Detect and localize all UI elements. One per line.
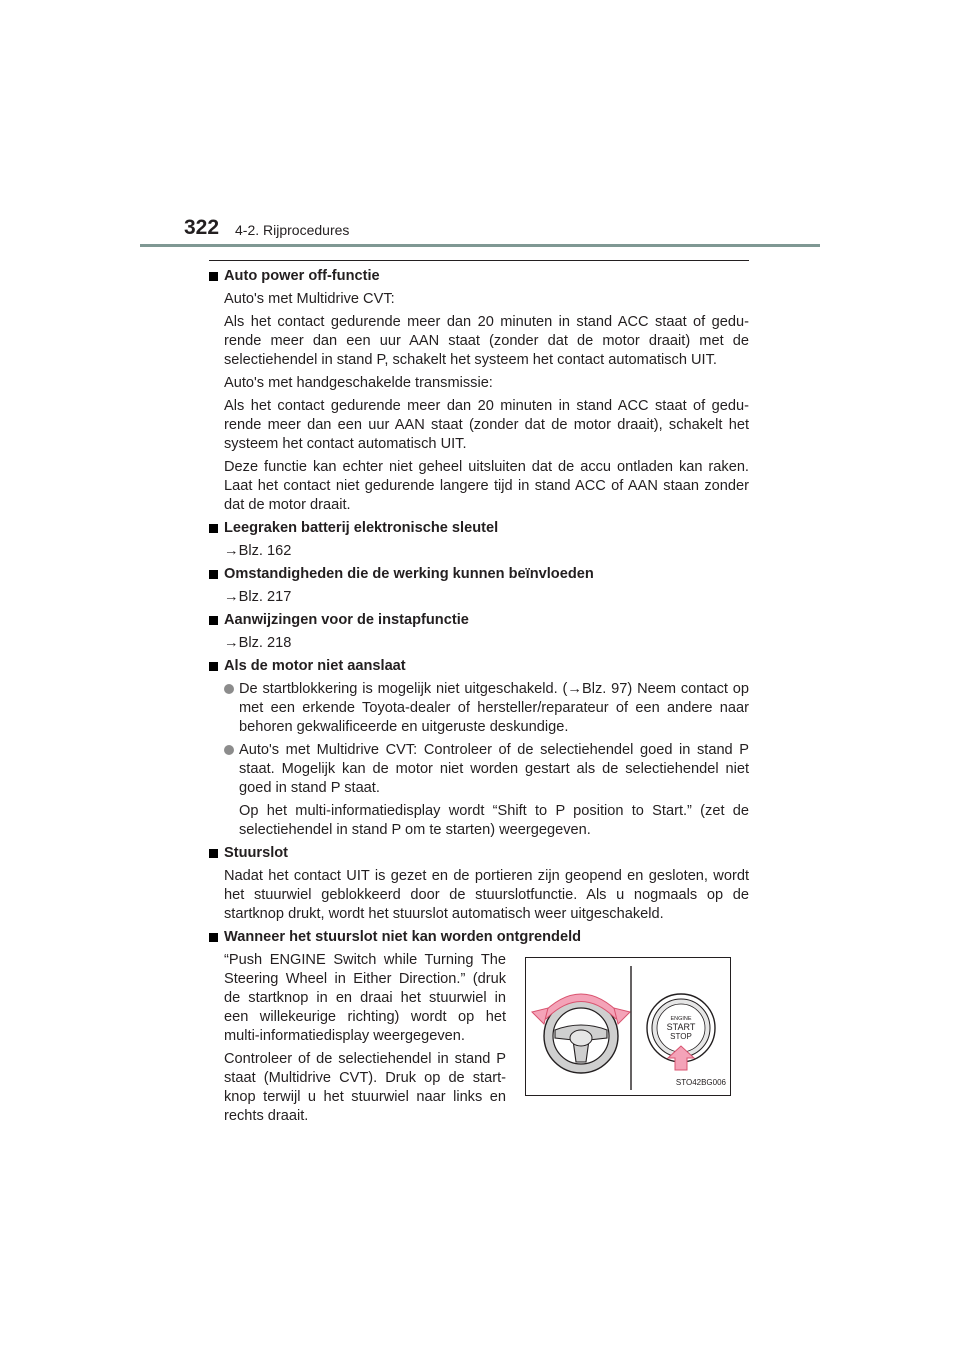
section-title: 4-2. Rijprocedures (235, 222, 350, 238)
round-bullet-icon (224, 745, 234, 755)
heading-auto-power-off: Auto power off-functie (209, 267, 749, 286)
paragraph: Controleer of de selectiehendel in stand P staat (Multidrive CVT). Druk op de start-knop terwijl u het stuurwiel naar links en rechts draait. (224, 1051, 506, 1124)
square-bullet-icon (209, 933, 218, 942)
square-bullet-icon (209, 272, 218, 281)
heading-no-start: Als de motor niet aanslaat (209, 657, 749, 676)
paragraph: Op het multi-informatiedisplay wordt “Shift to P position to Start.” (zet de selectiehendel in stand P om te starten) weergegeven. (239, 803, 749, 838)
square-bullet-icon (209, 570, 218, 579)
paragraph: Deze functie kan echter niet geheel uitsluiten dat de accu ontladen kan raken. Laat het contact niet gedurende langere tijd in stand ACC of AAN staan zonder dat de motor draait. (224, 459, 749, 513)
text-with-figure (209, 951, 749, 1126)
list-item: De startblokkering is mogelijk niet uitgeschakeld. (→Blz. 97) Neem contact op met een erkende Toyota-dealer of hersteller/reparateur of een andere naar behoren gekwalificeerde en uitgeruste deskundige. (224, 680, 749, 737)
square-bullet-icon (209, 616, 218, 625)
heading-battery-key: Leegraken batterij elektronische sleutel (209, 519, 749, 538)
list-item: Auto's met Multidrive CVT: Controleer of de selectiehendel goed in stand P staat. Mogelijk kan de motor niet worden gestart als de selectiehendel niet goed in stand P staat. (224, 741, 749, 798)
button-label-engine: ENGINE (670, 1016, 692, 1022)
heading-steering-lock: Stuurslot (209, 844, 749, 863)
content-divider (209, 260, 749, 261)
paragraph: “Push ENGINE Switch while Turning The Steering Wheel in Either Direction.” (druk de startknop in en draai het stuurwiel in een willekeurige richting) wordt op het multi-informatiedisplay weergegeven. (224, 952, 506, 1044)
steering-start-figure (525, 957, 731, 1096)
heading-unlock: Wanneer het stuurslot niet kan worden ontgrendeld (209, 928, 749, 947)
heading-instap: Aanwijzingen voor de instapfunctie (209, 611, 749, 630)
page-reference: →Blz. 162 (224, 543, 292, 559)
button-label-stop: STOP (670, 1032, 692, 1041)
paragraph: Auto's met Multidrive CVT: (224, 291, 395, 307)
page-reference: →Blz. 218 (224, 635, 292, 651)
button-label-start: START (666, 1022, 696, 1032)
page-content (209, 267, 749, 1130)
square-bullet-icon (209, 524, 218, 533)
round-bullet-icon (224, 684, 234, 694)
page-reference: →Blz. 217 (224, 589, 292, 605)
header-divider (140, 244, 820, 247)
paragraph: Als het contact gedurende meer dan 20 minuten in stand ACC staat of gedu-rende meer dan een uur AAN staat (zonder dat de motor draait), schakelt het systeem het contact automatisch UIT. (224, 398, 749, 452)
paragraph: Auto's met handgeschakelde transmissie: (224, 375, 493, 391)
square-bullet-icon (209, 662, 218, 671)
heading-influence: Omstandigheden die de werking kunnen beïnvloeden (209, 565, 749, 584)
page-number: 322 (184, 216, 220, 239)
paragraph: Nadat het contact UIT is gezet en de portieren zijn geopend en gesloten, wordt het stuurwiel geblokkeerd door de stuurslotfunctie. Als u nogmaals op de startknop drukt, wordt het stuurslot automatisch weer uitgeschakeld. (224, 868, 749, 922)
figure-code: STO42BG006 (675, 1078, 726, 1087)
square-bullet-icon (209, 849, 218, 858)
page-header (0, 0, 960, 250)
paragraph: Als het contact gedurende meer dan 20 minuten in stand ACC staat of gedu-rende meer dan een uur AAN staat (zonder dat de motor draait) met de selectiehendel in stand P, schakelt het systeem het contact automatisch UIT. (224, 314, 749, 368)
